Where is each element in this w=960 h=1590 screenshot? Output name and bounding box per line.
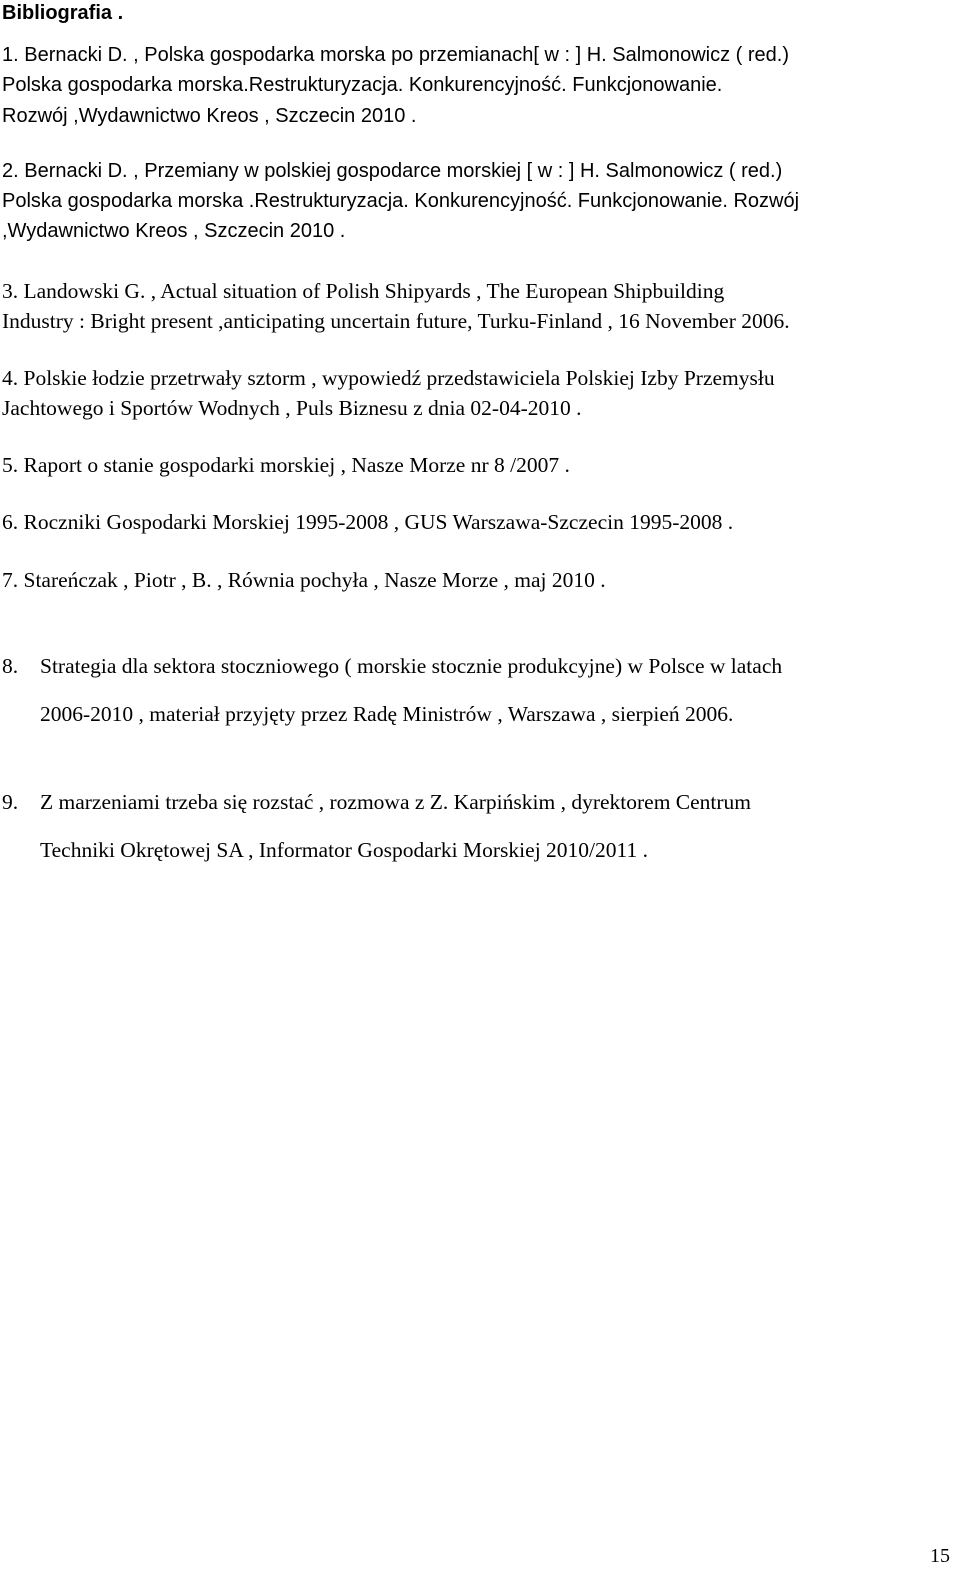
- entry-1-line-1: 1. Bernacki D. , Polska gospodarka morska po przemianach[ w : ] H. Salmonowicz ( red.): [2, 44, 789, 66]
- entry-7-line-1: 7. Stareńczak , Piotr , B. , Równia pochyła , Nasze Morze , maj 2010 .: [2, 568, 606, 592]
- entry-9-line-1: Z marzeniami trzeba się rozstać , rozmowa z Z. Karpińskim , dyrektorem Centrum: [40, 790, 752, 814]
- entry-2-line-1: 2. Bernacki D. , Przemiany w polskiej gospodarce morskiej [ w : ] H. Salmonowicz ( red.): [2, 160, 783, 182]
- entry-6-line-1: 6. Roczniki Gospodarki Morskiej 1995-2008 , GUS Warszawa-Szczecin 1995-2008 .: [2, 510, 734, 534]
- entry-8-line-2: 2006-2010 , materiał przyjęty przez Radę Ministrów , Warszawa , sierpień 2006.: [40, 702, 734, 726]
- entry-9-number: 9.: [2, 790, 19, 814]
- entry-4-line-1: 4. Polskie łodzie przetrwały sztorm , wypowiedź przedstawiciela Polskiej Izby Przemysłu: [2, 366, 775, 390]
- entry-2-line-2: Polska gospodarka morska .Restrukturyzacja. Konkurencyjność. Funkcjonowanie. Rozwój: [2, 190, 800, 212]
- entry-8-line-1: Strategia dla sektora stoczniowego ( morskie stocznie produkcyjne) w Polsce w latach: [40, 654, 783, 678]
- entry-5-line-1: 5. Raport o stanie gospodarki morskiej , Nasze Morze nr 8 /2007 .: [2, 453, 570, 477]
- page-number: 15: [930, 1545, 950, 1567]
- entry-1-line-3: Rozwój ,Wydawnictwo Kreos , Szczecin 2010 .: [2, 105, 417, 127]
- entry-3-line-2: Industry : Bright present ,anticipating uncertain future, Turku-Finland , 16 November 2006.: [2, 309, 790, 333]
- entry-1-line-2: Polska gospodarka morska.Restrukturyzacja. Konkurencyjność. Funkcjonowanie.: [2, 74, 723, 96]
- entry-3-line-1: 3. Landowski G. , Actual situation of Polish Shipyards , The European Shipbuilding: [2, 279, 725, 303]
- entry-8-number: 8.: [2, 654, 19, 678]
- entry-4-line-2: Jachtowego i Sportów Wodnych , Puls Biznesu z dnia 02-04-2010 .: [2, 396, 582, 420]
- page-title: Bibliografia .: [2, 2, 124, 24]
- entry-9-line-2: Techniki Okrętowej SA , Informator Gospodarki Morskiej 2010/2011 .: [40, 838, 648, 862]
- entry-2-line-3: ,Wydawnictwo Kreos , Szczecin 2010 .: [2, 220, 346, 242]
